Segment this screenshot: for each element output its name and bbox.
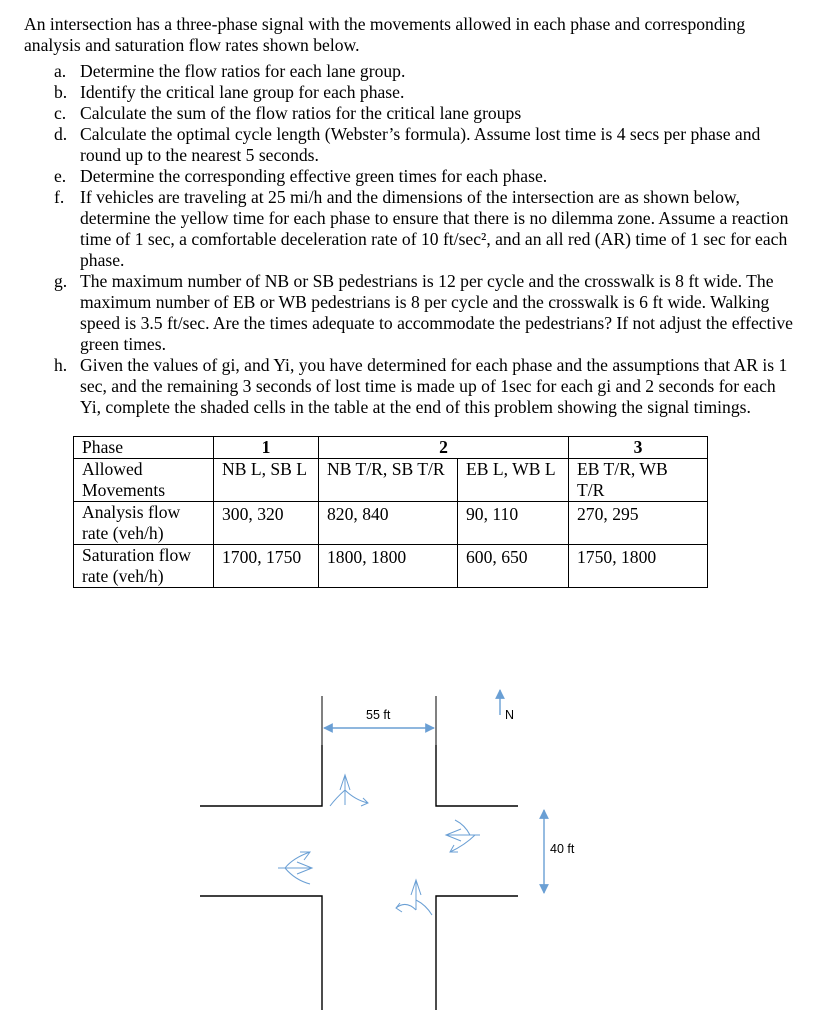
item-marker: g. (54, 271, 68, 291)
table-cell: 1750, 1800 (569, 545, 708, 588)
item-marker: a. (54, 61, 67, 81)
phase-header: 3 (569, 437, 708, 459)
table-cell: 300, 320 (214, 502, 319, 545)
item-marker: h. (54, 355, 68, 375)
width-label: 55 ft (366, 708, 391, 722)
north-label: N (505, 708, 515, 722)
table-row-label: Analysis flow rate (veh/h) (74, 502, 214, 545)
table-cell: 1700, 1750 (214, 545, 319, 588)
table-cell: 820, 840 (319, 502, 458, 545)
item-marker: b. (54, 82, 68, 102)
table-cell: 600, 650 (458, 545, 569, 588)
item-text: Given the values of gi, and Yi, you have determined for each phase and the assumptions that AR is 1 sec, and the remaining 3 seconds of lost time is made up of 1sec for each gi and 2 seconds for each Yi, complete the shaded cells in the table at the end of this problem showing the signal timings. (80, 355, 788, 417)
phase-header: 1 (214, 437, 319, 459)
item-text: The maximum number of NB or SB pedestrians is 12 per cycle and the crosswalk is 8 ft wide. The maximum number of EB or WB pedestrians is 8 per cycle and the crosswalk is 6 ft wide. Walking speed is 3.5 ft/sec. Are the times adequate to accommodate the pedestrians? If not adjust the effective green times. (80, 271, 793, 354)
northbound-arrow-icon (396, 880, 432, 915)
phase-header: 2 (319, 437, 569, 459)
table-cell: NB L, SB L (214, 459, 319, 502)
item-marker: c. (54, 103, 67, 123)
item-marker: d. (54, 124, 68, 144)
table-row-label: Saturation flow rate (veh/h) (74, 545, 214, 588)
table-row-label: Allowed Movements (74, 459, 214, 502)
table-row-label: Phase (74, 437, 214, 459)
southbound-arrow-icon (330, 775, 368, 806)
height-label: 40 ft (550, 842, 575, 856)
item-text: Calculate the sum of the flow ratios for the critical lane groups (80, 103, 522, 123)
item-text: Calculate the optimal cycle length (Webster’s formula). Assume lost time is 4 secs per phase and round up to the nearest 5 seconds. (80, 124, 761, 165)
eastbound-arrow-icon (278, 852, 312, 884)
table-cell: EB T/R, WB T/R (569, 459, 708, 502)
table-cell: 90, 110 (458, 502, 569, 545)
movement-arrows (278, 775, 480, 915)
item-marker: f. (54, 187, 65, 207)
item-marker: e. (54, 166, 67, 186)
problem-intro: An intersection has a three-phase signal with the movements allowed in each phase and corresponding analysis and saturation flow rates shown below. (24, 14, 746, 55)
table-cell: EB L, WB L (458, 459, 569, 502)
item-text: Identify the critical lane group for each phase. (80, 82, 405, 102)
table-cell: 1800, 1800 (319, 545, 458, 588)
table-cell: 270, 295 (569, 502, 708, 545)
road-corner-sw (200, 896, 322, 1010)
westbound-arrow-icon (446, 820, 480, 852)
road-edges (200, 745, 518, 1010)
road-corner-nw (200, 745, 322, 806)
road-corner-ne (436, 745, 518, 806)
item-text: Determine the flow ratios for each lane group. (80, 61, 406, 81)
item-text: Determine the corresponding effective green times for each phase. (80, 166, 548, 186)
item-text: If vehicles are traveling at 25 mi/h and the dimensions of the intersection are as shown below, determine the yellow time for each phase to ensure that there is no dilemma zone. Assume a reaction time of 1 sec, a comfortable deceleration rate of 10 ft/sec², and an all red (AR) time of 1 sec for each phase. (80, 187, 789, 270)
table-cell: NB T/R, SB T/R (319, 459, 458, 502)
road-corner-se (436, 896, 518, 1010)
